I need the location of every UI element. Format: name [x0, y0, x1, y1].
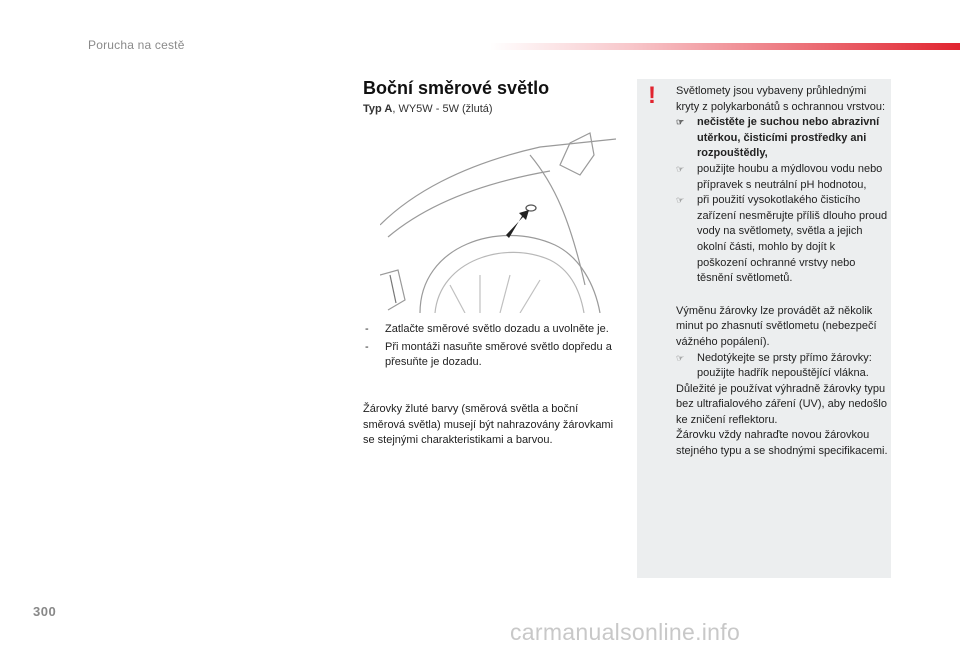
warning-para-uv: Důležité je používat výhradně žárovky typu bez ultrafialového záření (UV), aby nedošlo ke zničení reflektoru. — [676, 382, 887, 426]
step-text: Zatlačte směrové světlo dozadu a uvolněte je. — [385, 323, 609, 335]
bulb-type-spec: , WY5W - 5W (žlutá) — [392, 103, 493, 115]
header-accent-bar — [490, 43, 960, 50]
warning-bullet — [676, 193, 888, 287]
warning-bullet-text: Nedotýkejte se prsty přímo žárovky: použijte hadřík nepouštějící vlákna. — [697, 351, 872, 380]
pointing-hand-icon: ☞ — [676, 117, 685, 128]
section-title: Boční směrové světlo — [363, 78, 550, 98]
warning-bullet-text: použijte houbu a mýdlovou vodu nebo přípravek s neutrální pH hodnotou, — [697, 162, 883, 191]
warning-bullet — [676, 115, 888, 162]
pointing-hand-icon: ☞ — [676, 352, 685, 363]
step-item: - Při montáži nasuňte směrové světlo dopředu a přesuňte je dozadu. — [365, 340, 612, 368]
pointing-hand-icon: ☞ — [676, 195, 685, 206]
warning-text — [676, 84, 888, 460]
bulb-color-note: Žárovky žluté barvy (směrová světla a boční směrová světla) musejí být nahrazovány žárovkami se stejnými charakteristikami a barvou. — [363, 403, 614, 446]
steps-list — [363, 322, 623, 373]
warning-para-replace: Žárovku vždy nahraďte novou žárovkou stejného typu a se shodnými specifikacemi. — [676, 429, 888, 458]
warning-bullet — [676, 351, 888, 382]
warning-bullet-text: nečistěte je suchou nebo abrazivní utěrkou, čisticími prostředky ani rozpouštědly, — [697, 116, 880, 160]
bulb-type-label: Typ A — [363, 103, 393, 115]
side-indicator-illustration — [380, 125, 616, 313]
step-text: Při montáži nasuňte směrové světlo dopředu a přesuňte je dozadu. — [385, 340, 612, 368]
warning-bullet-text: při použití vysokotlakého čisticího zařízení nesměrujte příliš dlouho proud vody na světlomety, světla a jejich okolní části, mohlo by dojít k poškození ochranné vrstvy nebo těsnění světlometů. — [697, 194, 888, 285]
bulb-type — [363, 103, 493, 115]
warning-bullet — [676, 162, 888, 193]
step-item: - Zatlačte směrové světlo dozadu a uvolněte je. — [365, 323, 609, 335]
page-number: 300 — [33, 604, 57, 619]
warning-icon: ! — [648, 82, 656, 109]
chapter-title: Porucha na cestě — [88, 38, 185, 52]
watermark: carmanualsonline.info — [510, 619, 741, 645]
warning-intro: Světlomety jsou vybaveny průhlednými kryty z polykarbonátů s ochrannou vrstvou: — [676, 85, 886, 113]
warning-para-burn: Výměnu žárovky lze provádět až několik minut po zhasnutí světlometu (nebezpečí vážného popálení). — [676, 304, 877, 348]
pointing-hand-icon: ☞ — [676, 163, 685, 174]
